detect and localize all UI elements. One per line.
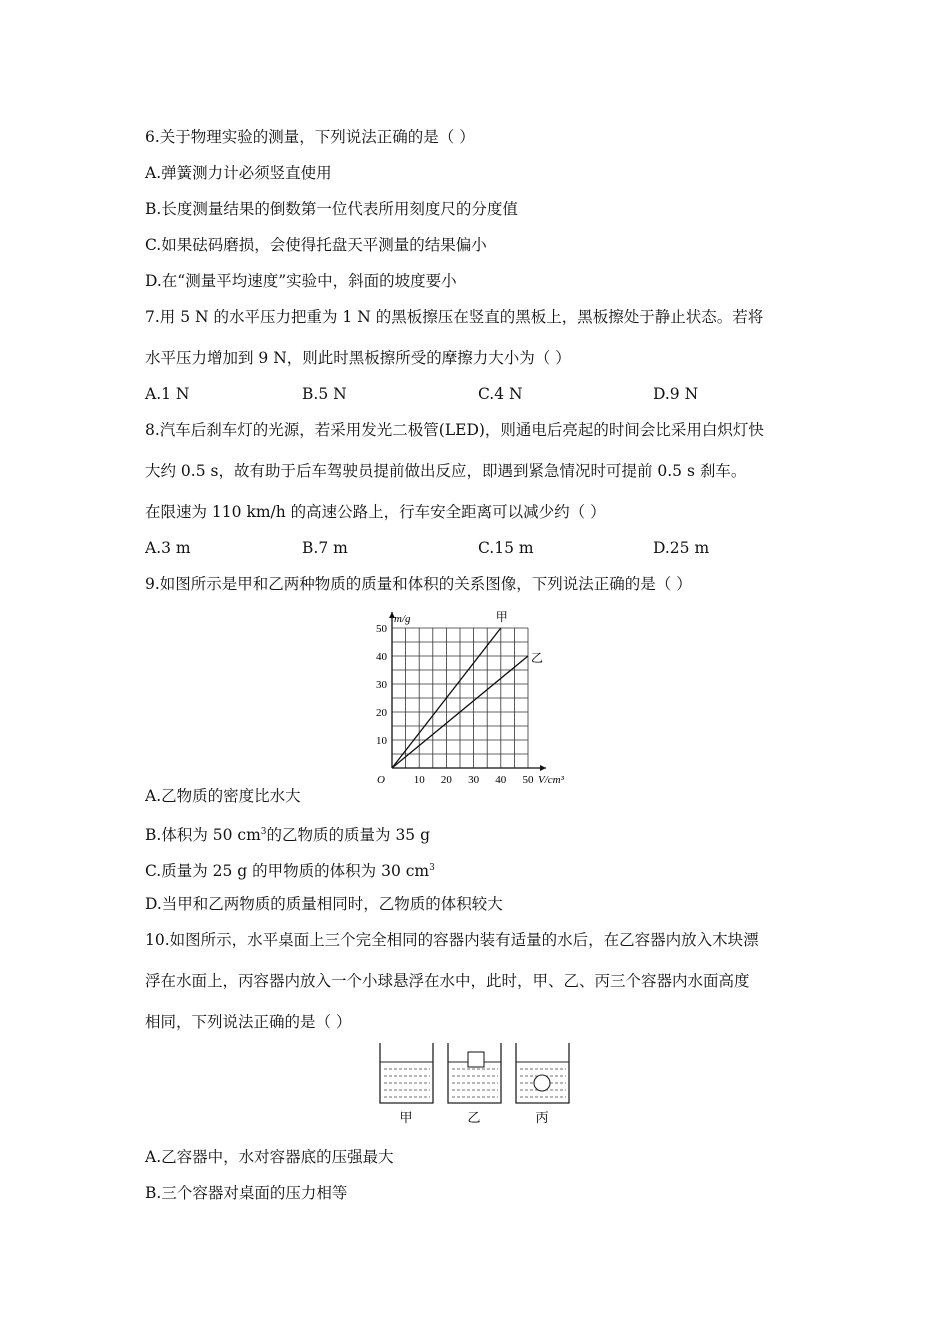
q7-option-b: B.5 N	[302, 385, 347, 403]
q8-option-d: D.25 m	[653, 539, 710, 557]
x-axis-label: V/cm³	[538, 774, 564, 784]
container-label-bing: 丙	[535, 1110, 549, 1125]
chart-axes	[389, 612, 546, 771]
q8-option-a: A.3 m	[145, 539, 191, 557]
x-tick-label: 50	[522, 774, 534, 784]
small-ball	[534, 1075, 550, 1091]
q9-option-b-pre: B.体积为 50 cm	[145, 826, 261, 845]
origin-label: O	[377, 774, 385, 784]
q6-option-a: A.弹簧测力计必须竖直使用	[145, 164, 332, 182]
y-tick-label: 30	[376, 679, 387, 691]
containers-figure	[370, 1038, 590, 1128]
q9-option-d: D.当甲和乙两物质的质量相同时，乙物质的体积较大	[145, 895, 503, 913]
container-yi	[448, 1043, 501, 1103]
x-tick-label: 10	[413, 774, 425, 784]
q8-option-c: C.15 m	[478, 539, 534, 557]
y-tick-label: 10	[376, 735, 387, 747]
x-axis-arrow	[540, 765, 546, 771]
chart-grid	[392, 628, 528, 768]
y-axis-label: m/g	[394, 613, 411, 625]
x-tick-label: 40	[495, 774, 507, 784]
q6-option-c: C.如果砝码磨损，会使得托盘天平测量的结果偏小	[145, 236, 487, 254]
q6-option-b: B.长度测量结果的倒数第一位代表所用刻度尺的分度值	[145, 200, 518, 218]
x-tick-label: 30	[468, 774, 480, 784]
q7-option-a: A.1 N	[145, 385, 190, 403]
container-label-yi: 乙	[467, 1110, 481, 1125]
q9-option-b-post: 的乙物质的质量为 35 g	[266, 826, 431, 845]
q7-option-d: D.9 N	[653, 385, 699, 403]
q8-option-b: B.7 m	[302, 539, 348, 557]
q9-option-a: A.乙物质的密度比水大	[145, 787, 301, 805]
q6-stem: 6.关于物理实验的测量，下列说法正确的是（ ）	[145, 128, 475, 146]
q8-stem-line1: 8.汽车后刹车灯的光源，若采用发光二极管(LED)，则通电后亮起的时间会比采用白炽灯快	[145, 421, 764, 439]
q9-stem: 9.如图所示是甲和乙两种物质的质量和体积的关系图像，下列说法正确的是（ ）	[145, 575, 692, 593]
q9-option-c-sup: 3	[429, 863, 435, 873]
q10-stem-line1: 10.如图所示，水平桌面上三个完全相同的容器内装有适量的水后，在乙容器内放入木块漂	[145, 931, 759, 949]
q10-option-a: A.乙容器中，水对容器底的压强最大	[145, 1148, 394, 1166]
y-tick-label: 20	[376, 707, 387, 719]
q8-stem-line2: 大约 0.5 s，故有助于后车驾驶员提前做出反应，即遇到紧急情况时可提前 0.5 s 刹车。	[145, 462, 747, 480]
series-label-jia: 甲	[495, 610, 508, 624]
q8-stem-line3: 在限速为 110 km/h 的高速公路上，行车安全距离可以减少约（ ）	[145, 503, 606, 521]
container-bing	[516, 1043, 569, 1103]
y-tick-label: 40	[376, 651, 387, 663]
wood-block	[468, 1052, 484, 1067]
q10-option-b: B.三个容器对桌面的压力相等	[145, 1184, 348, 1202]
q9-option-b	[145, 822, 430, 845]
y-tick-label: 50	[376, 623, 387, 635]
series-label-yi: 乙	[531, 651, 544, 665]
mass-volume-chart	[360, 602, 590, 784]
q6-option-d: D.在“测量平均速度”实验中，斜面的坡度要小	[145, 272, 457, 290]
q10-stem-line2: 浮在水面上，丙容器内放入一个小球悬浮在水中，此时，甲、乙、丙三个容器内水面高度	[145, 972, 750, 990]
q9-option-c-pre: C.质量为 25 g 的甲物质的体积为 30 cm	[145, 862, 430, 881]
q9-option-b-sup: 3	[260, 827, 267, 837]
q10-stem-line3: 相同，下列说法正确的是（ ）	[145, 1013, 352, 1031]
q7-stem-line2: 水平压力增加到 9 N，则此时黑板擦所受的摩擦力大小为（ ）	[145, 349, 571, 367]
q7-option-c: C.4 N	[478, 385, 523, 403]
q7-stem-line1: 7.用 5 N 的水平压力把重为 1 N 的黑板擦压在竖直的黑板上，黑板擦处于静止状态。若将	[145, 308, 764, 326]
x-tick-label: 20	[440, 774, 452, 784]
container-label-jia: 甲	[399, 1110, 413, 1125]
container-jia	[380, 1043, 433, 1103]
q9-option-c	[145, 858, 435, 881]
